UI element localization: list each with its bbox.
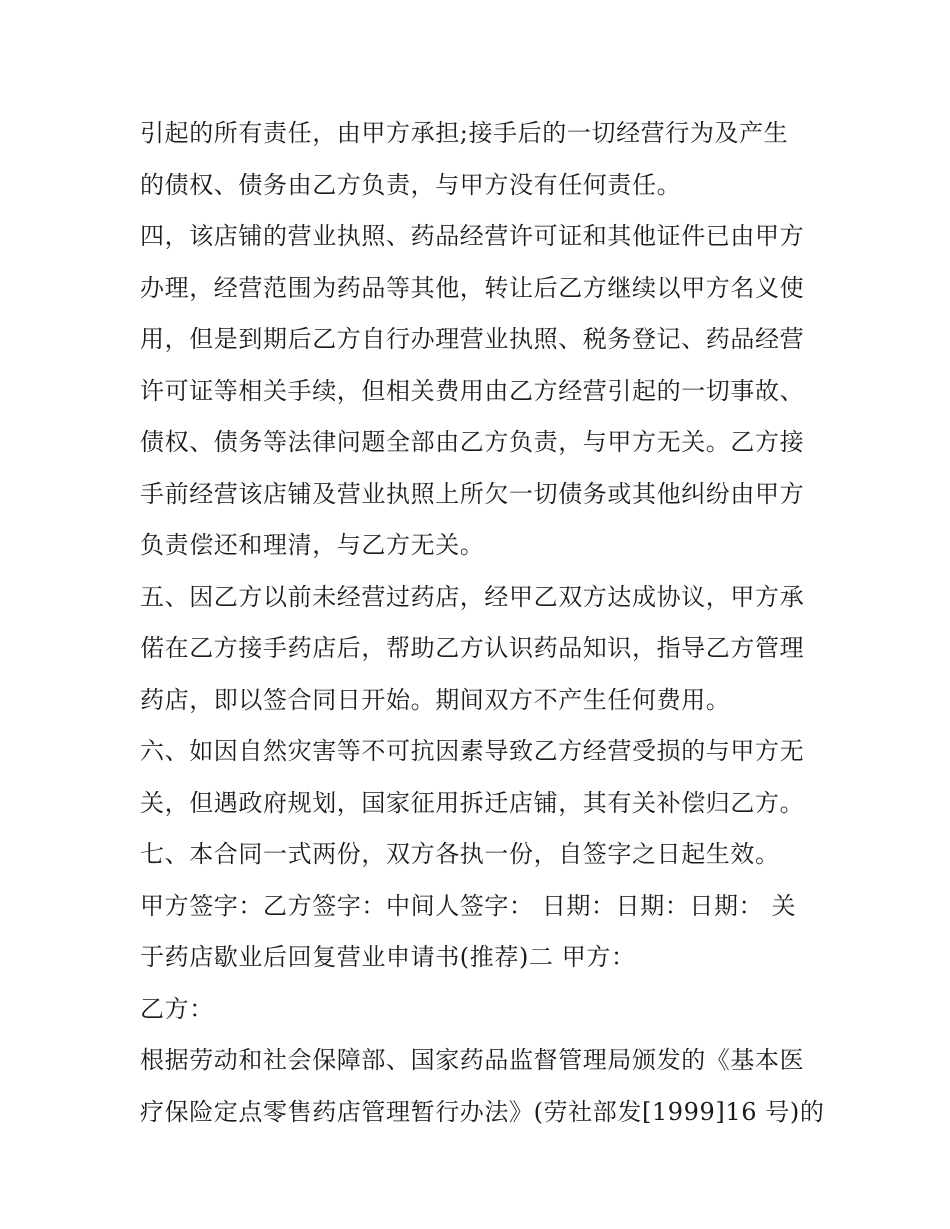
text-line: 许可证等相关手续，但相关费用由乙方经营引起的一切事故、 xyxy=(140,376,805,405)
text-line: 四，该店铺的营业执照、药品经营许可证和其他证件已由甲方 xyxy=(140,222,805,250)
text-line: 甲方签字：乙方签字：中间人签字： 日期：日期：日期： 关 xyxy=(140,891,797,920)
text-line: 五、因乙方以前未经营过药店，经甲乙双方达成协议，甲方承 xyxy=(140,582,805,611)
document-body xyxy=(140,108,830,1138)
text-line: 用，但是到期后乙方自行办理营业执照、税务登记、药品经营 xyxy=(140,325,805,353)
text-line: 债权、债务等法律问题全部由乙方负责，与甲方无关。乙方接 xyxy=(140,428,805,456)
text-line: 七、本合同一式两份，双方各执一份，自签字之日起生效。 xyxy=(140,840,780,868)
text-line: 引起的所有责任，由甲方承担;接手后的一切经营行为及产生 xyxy=(140,119,789,147)
text-line: 手前经营该店铺及营业执照上所欠一切债务或其他纠纷由甲方 xyxy=(140,479,805,508)
text-line: 负责偿还和理清，与乙方无关。 xyxy=(140,531,485,559)
text-line: 于药店歇业后回复营业申请书(推荐)二 甲方： xyxy=(140,943,636,971)
text-line: 办理，经营范围为药品等其他，转让后乙方继续以甲方名义使 xyxy=(140,273,805,302)
text-line: 六、如因自然灾害等不可抗因素导致乙方经营受损的与甲方无 xyxy=(140,737,805,765)
text-line: 的债权、债务由乙方负责，与甲方没有任何责任。 xyxy=(140,170,682,199)
text-line: 根据劳动和社会保障部、国家药品监督管理局颁发的《基本医 xyxy=(140,1046,805,1074)
text-line: 偌在乙方接手药店后，帮助乙方认识药品知识，指导乙方管理 xyxy=(140,634,805,662)
text-line: 乙方： xyxy=(140,994,214,1023)
text-line: 药店，即以签合同日开始。期间双方不产生任何费用。 xyxy=(140,685,731,714)
text-line: 疗保险定点零售药店管理暂行办法》(劳社部发[1999]16 号)的 xyxy=(140,1097,825,1126)
text-line: 关，但遇政府规划，国家征用拆迁店铺，其有关补偿归乙方。 xyxy=(140,788,805,817)
